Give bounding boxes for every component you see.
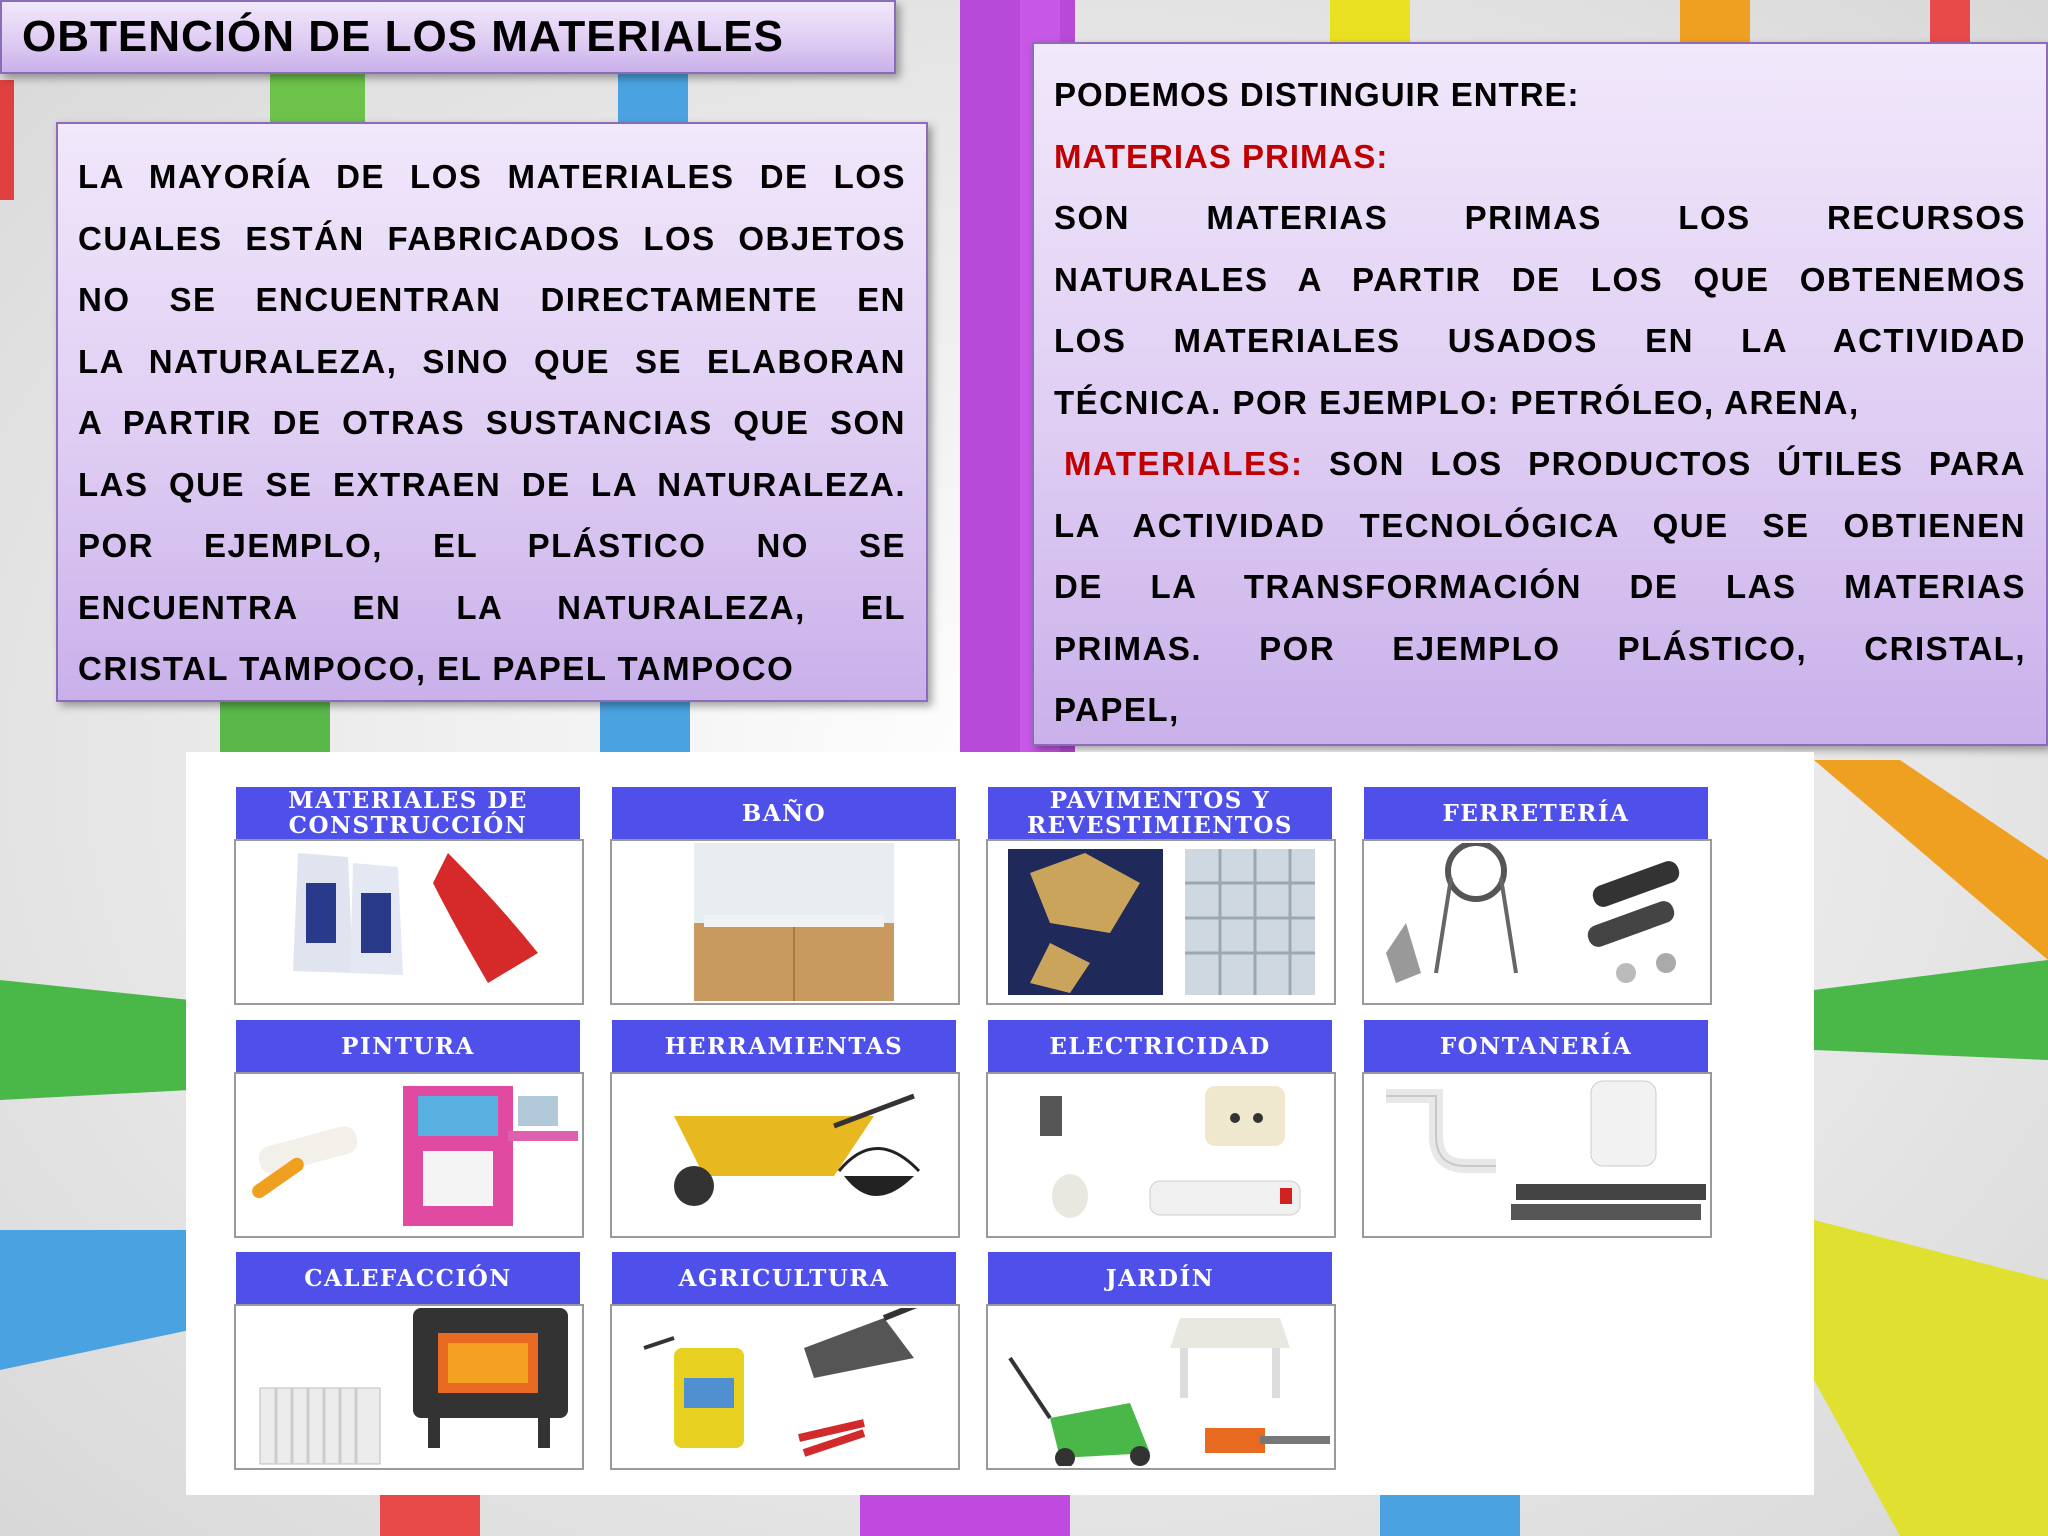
text-line: NATURALES A PARTIR DE LOS QUE OBTENEMOS	[1054, 260, 2026, 298]
category-tile	[1362, 787, 1710, 1003]
category-image	[610, 1072, 960, 1238]
category-label: AGRICULTURA	[612, 1252, 956, 1304]
text-line: CRISTAL TAMPOCO, EL PAPEL TAMPOCO	[78, 650, 795, 687]
category-tile	[234, 787, 582, 1003]
definition-materiales	[1054, 433, 2026, 741]
lawnmower-icon	[990, 1308, 1332, 1466]
category-label: MATERIALES DE CONSTRUCCIÓN	[236, 787, 580, 839]
text-line: A PARTIR DE OTRAS SUSTANCIAS QUE SON	[78, 404, 906, 441]
category-tile	[986, 787, 1334, 1003]
category-image	[986, 1072, 1336, 1238]
category-label: PINTURA	[236, 1020, 580, 1072]
text-line: ENCUENTRA EN LA NATURALEZA, EL	[78, 588, 906, 626]
text-line: PRIMAS. POR EJEMPLO PLÁSTICO, CRISTAL,	[1054, 629, 2026, 667]
hardware-icon	[1366, 843, 1708, 1001]
text-line: LA MAYORÍA DE LOS MATERIALES DE LOS	[78, 158, 906, 195]
text-line: PAPEL,	[1054, 691, 1180, 728]
category-image	[1362, 839, 1712, 1005]
category-label: FONTANERÍA	[1364, 1020, 1708, 1072]
wheelbarrow-icon	[614, 1076, 956, 1234]
term-materiales: MATERIALES:	[1064, 445, 1304, 482]
category-label: PAVIMENTOS Y REVESTIMIENTOS	[988, 787, 1332, 839]
tiles-icon	[990, 843, 1332, 1001]
paint-roller-icon	[238, 1076, 580, 1234]
category-image	[986, 839, 1336, 1005]
category-image	[234, 1072, 584, 1238]
electric-socket-icon	[990, 1076, 1332, 1234]
term-materias-primas: MATERIAS PRIMAS:	[1054, 137, 1389, 175]
category-image	[610, 1304, 960, 1470]
definitions-heading: PODEMOS DISTINGUIR ENTRE:	[1054, 76, 1580, 113]
text-line: LA NATURALEZA, SINO QUE SE ELABORAN	[78, 342, 906, 380]
category-image	[234, 839, 584, 1005]
category-tile	[610, 787, 958, 1003]
text-line: LAS QUE SE EXTRAEN DE LA NATURALEZA.	[78, 465, 906, 503]
category-tile	[986, 1252, 1334, 1468]
text-line: LA ACTIVIDAD TECNOLÓGICA QUE SE OBTIENEN	[1054, 506, 2026, 544]
intro-paragraph	[78, 146, 906, 700]
category-image	[986, 1304, 1336, 1470]
category-image	[1362, 1072, 1712, 1238]
slide-title: OBTENCIÓN DE LOS MATERIALES	[22, 12, 784, 61]
cement-bags-icon	[238, 843, 580, 1001]
category-image	[610, 839, 960, 1005]
category-tile	[610, 1020, 958, 1236]
category-label: CALEFACCIÓN	[236, 1252, 580, 1304]
category-label: FERRETERÍA	[1364, 787, 1708, 839]
category-tile	[610, 1252, 958, 1468]
materials-categories-panel	[186, 752, 1814, 1495]
intro-text-box	[56, 122, 928, 702]
text-line: CUALES ESTÁN FABRICADOS LOS OBJETOS	[78, 219, 906, 257]
category-label: ELECTRICIDAD	[988, 1020, 1332, 1072]
category-label: HERRAMIENTAS	[612, 1020, 956, 1072]
text-line: POR EJEMPLO, EL PLÁSTICO NO SE	[78, 527, 906, 564]
text-line: DE LA TRANSFORMACIÓN DE LAS MATERIAS	[1054, 568, 2026, 605]
sprayer-hoe-icon	[614, 1308, 956, 1466]
definition-materiales-first: SON LOS PRODUCTOS ÚTILES PARA	[1328, 445, 2026, 482]
category-tile	[986, 1020, 1334, 1236]
category-tile	[1362, 1020, 1710, 1236]
text-line: TÉCNICA. POR EJEMPLO: PETRÓLEO, ARENA,	[1054, 383, 1860, 421]
category-image	[234, 1304, 584, 1470]
text-line: NO SE ENCUENTRAN DIRECTAMENTE EN	[78, 281, 906, 318]
text-line: LOS MATERIALES USADOS EN LA ACTIVIDAD	[1054, 322, 2026, 359]
category-label: JARDÍN	[988, 1252, 1332, 1304]
plumbing-icon	[1366, 1076, 1708, 1234]
text-line: SON MATERIAS PRIMAS LOS RECURSOS	[1054, 199, 2026, 236]
definition-materias-primas	[1054, 187, 2026, 433]
bathroom-cabinet-icon	[614, 843, 956, 1001]
category-label: BAÑO	[612, 787, 956, 839]
definitions-box	[1032, 42, 2048, 746]
category-tile	[234, 1020, 582, 1236]
stove-icon	[238, 1308, 580, 1466]
title-box	[0, 0, 896, 74]
category-tile	[234, 1252, 582, 1468]
